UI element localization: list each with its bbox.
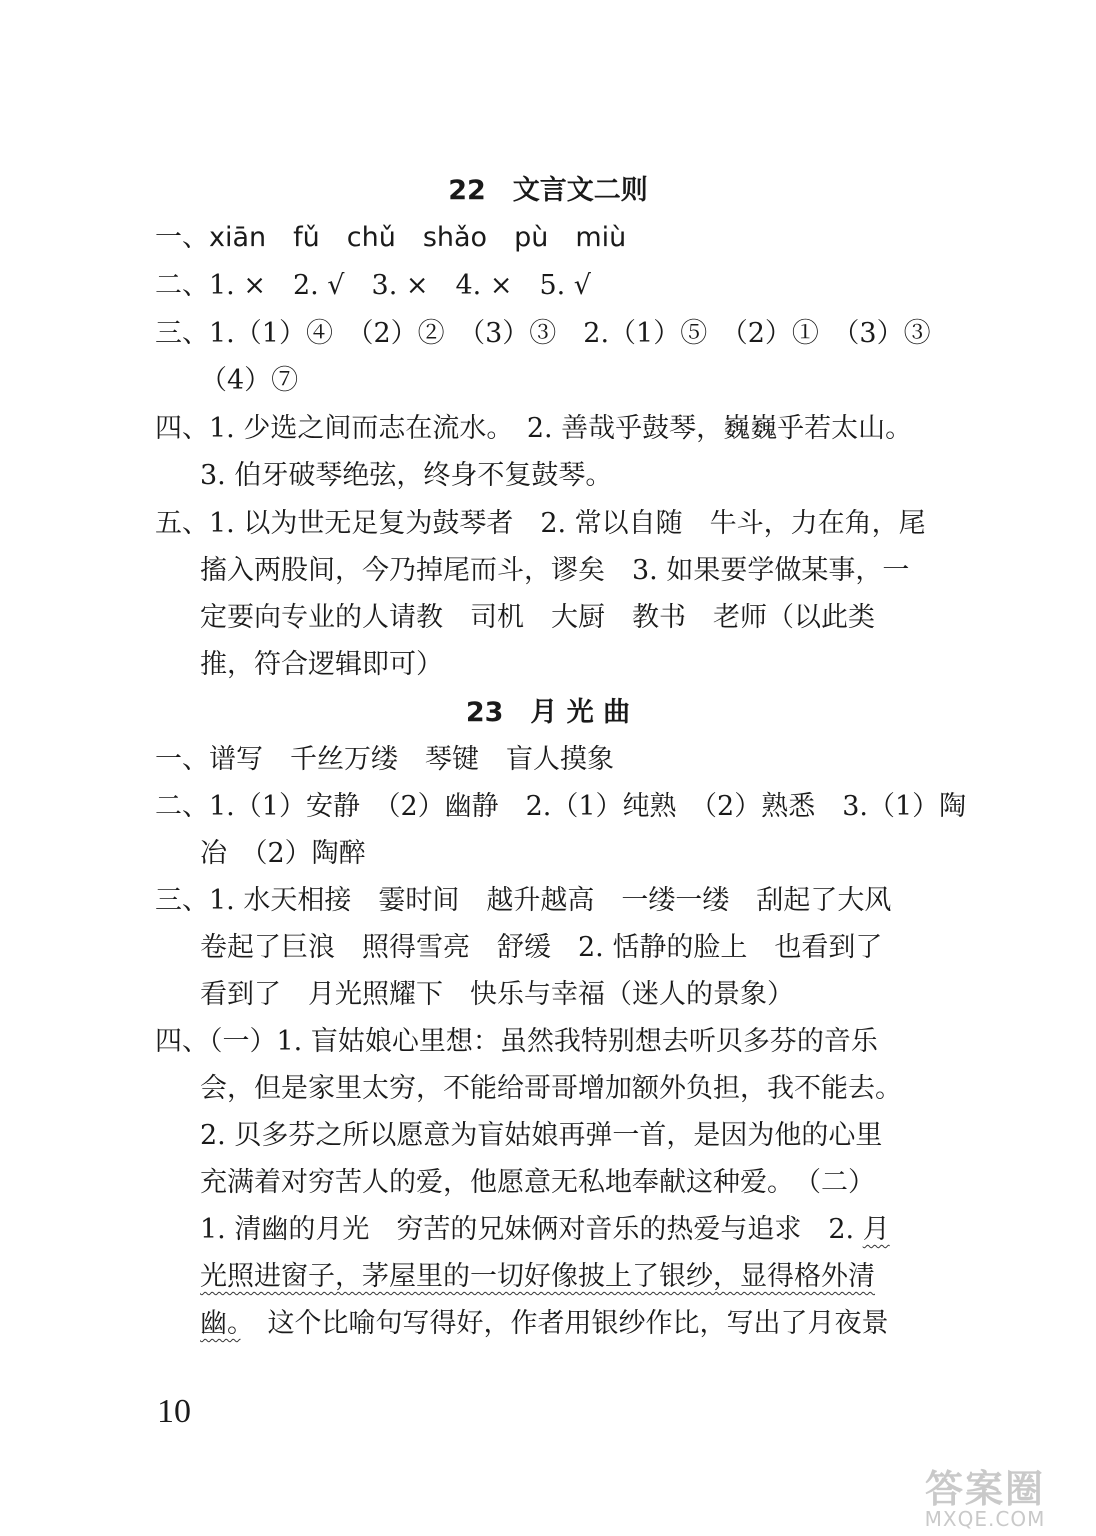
- answer-text: 1. 清幽的月光 穷苦的兄妹俩对音乐的热爱与追求 2.: [200, 1214, 863, 1245]
- answer-line: 一、xiān fǔ chǔ shǎo pù miù: [155, 222, 627, 253]
- answer-line: 会，但是家里太穷，不能给哥哥增加额外负担，我不能去。: [200, 1073, 902, 1104]
- wavy-underlined-text: 幽。: [200, 1308, 241, 1339]
- answer-line: 看到了 月光照耀下 快乐与幸福（迷人的景象）: [200, 979, 794, 1010]
- answer-line: （4）⑦: [200, 365, 299, 396]
- answer-line: 二、1. × 2. √ 3. × 4. × 5. √: [155, 270, 591, 301]
- wavy-underlined-text: 月: [862, 1214, 890, 1245]
- watermark-logo: [900, 1467, 1070, 1531]
- answer-line: 冶 （2）陶醉: [200, 838, 366, 869]
- answer-line: 搐入两股间，今乃掉尾而斗，谬矣 3. 如果要学做某事，一: [200, 555, 910, 586]
- answer-line: 三、1. 水天相接 霎时间 越升越高 一缕一缕 刮起了大风: [155, 885, 892, 916]
- answer-text: 这个比喻句写得好，作者用银纱作比，写出了月夜景: [240, 1308, 889, 1339]
- page-number: 10: [157, 1393, 191, 1430]
- answer-line: [200, 1304, 920, 1344]
- answer-line: 充满着对穷苦人的爱，他愿意无私地奉献这种爱。 （二）: [200, 1167, 875, 1198]
- answer-line: 四、1. 少选之间而志在流水。 2. 善哉乎鼓琴，巍巍乎若太山。: [155, 413, 913, 444]
- answer-line: 3. 伯牙破琴绝弦，终身不复鼓琴。: [200, 460, 613, 491]
- answer-line: 一、谱写 千丝万缕 琴键 盲人摸象: [155, 744, 614, 775]
- section-22-heading: 22 文言文二则: [448, 175, 648, 206]
- answer-line: 定要向专业的人请教 司机 大厨 教书 老师（以此类: [200, 602, 875, 633]
- answer-line: 三、1.（1）④ （2）② （3）③ 2.（1）⑤ （2）① （3）③: [155, 318, 931, 349]
- answer-line: 四、（一）1. 盲姑娘心里想：虽然我特别想去听贝多芬的音乐: [155, 1026, 878, 1057]
- answer-line: [200, 1257, 920, 1297]
- answer-line: 二、1.（1）安静 （2）幽静 2.（1）纯熟 （2）熟悉 3.（1）陶: [155, 791, 967, 822]
- answer-line: [200, 1210, 920, 1250]
- wavy-underlined-text: 光照进窗子，茅屋里的一切好像披上了银纱，显得格外清: [200, 1261, 875, 1292]
- section-23-heading: 23 月 光 曲: [465, 697, 631, 728]
- answer-line: 2. 贝多芬之所以愿意为盲姑娘再弹一首，是因为他的心里: [200, 1120, 883, 1151]
- answer-line: 五、1. 以为世无足复为鼓琴者 2. 常以自随 牛斗，力在角，尾: [155, 508, 926, 539]
- watermark-url: MXQE.COM: [924, 1507, 1046, 1531]
- answer-line: 推，符合逻辑即可）: [200, 649, 443, 680]
- watermark-logo-text: 答案圈: [924, 1467, 1045, 1511]
- answer-line: 卷起了巨浪 照得雪亮 舒缓 2. 恬静的脸上 也看到了: [200, 932, 883, 963]
